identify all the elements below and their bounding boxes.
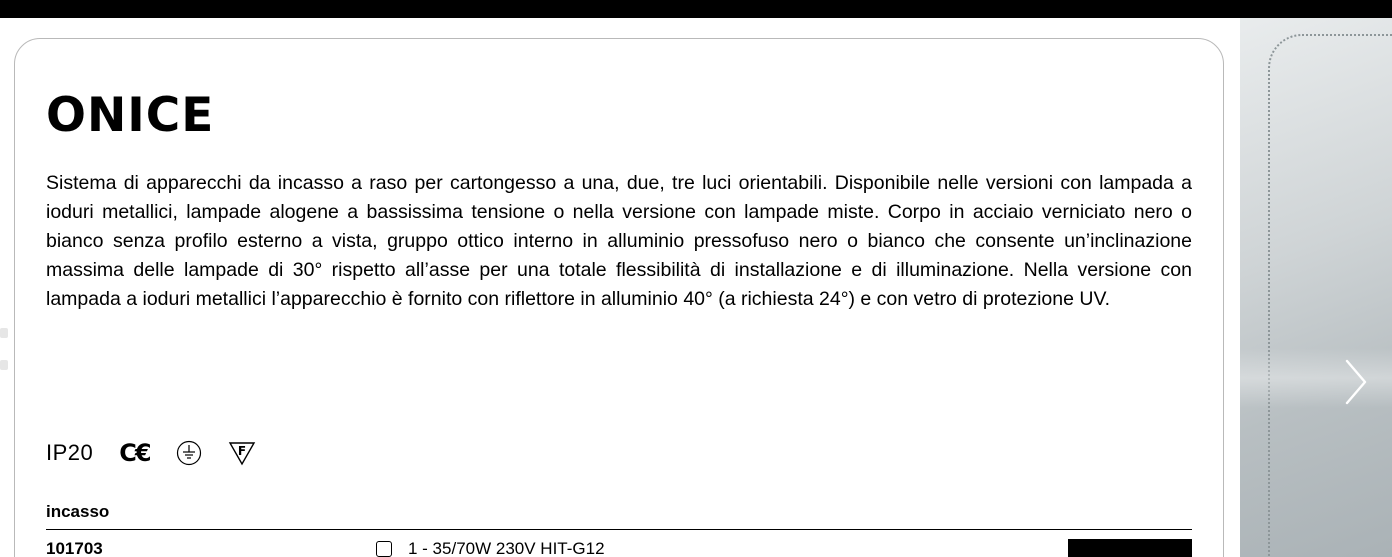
color-swatch-black <box>1068 539 1192 557</box>
product-content <box>46 88 1192 314</box>
protective-earth-icon <box>176 440 202 466</box>
left-edge-mark <box>0 328 8 338</box>
lamp-type-icon <box>376 541 392 557</box>
product-photo-panel <box>1240 18 1392 557</box>
lamp-description: 1 - 35/70W 230V HIT-G12 <box>408 539 605 557</box>
chevron-right-icon[interactable] <box>1338 356 1372 408</box>
page-title: ONICE <box>46 88 215 143</box>
section-label-incasso: incasso <box>46 502 110 521</box>
product-code: 101703 <box>46 539 103 557</box>
symbol-row <box>46 436 256 470</box>
document-page <box>0 18 1240 557</box>
section-divider <box>46 529 1192 530</box>
photo-dotted-outline <box>1268 34 1392 557</box>
ce-mark-icon: C€ <box>119 439 150 467</box>
table-row <box>46 539 1192 557</box>
ip-rating-label: IP20 <box>46 440 94 465</box>
f-mark-triangle-icon <box>228 440 256 466</box>
top-black-bar <box>0 0 1392 18</box>
svg-text:F: F <box>237 444 246 458</box>
product-description: Sistema di apparecchi da incasso a raso per cartongesso a una, due, tre luci orientabili. Disponibile nelle versioni con lampada a ioduri metallici, lampade alogene a bassissima tensione o nella versione con lampade miste. Corpo in acciaio verniciato nero o bianco senza profilo esterno a vista, gruppo ottico interno in alluminio pressofuso nero o bianco che consente un’inclinazione massima delle lampade di 30° rispetto all’asse per una totale flessibilità di installazione e di illuminazione. Nella versione con lampada a ioduri metallici l’apparecchio è fornito con riflettore in alluminio 40° (a richiesta 24°) e con vetro di protezione UV. <box>46 172 1192 310</box>
left-edge-mark <box>0 360 8 370</box>
